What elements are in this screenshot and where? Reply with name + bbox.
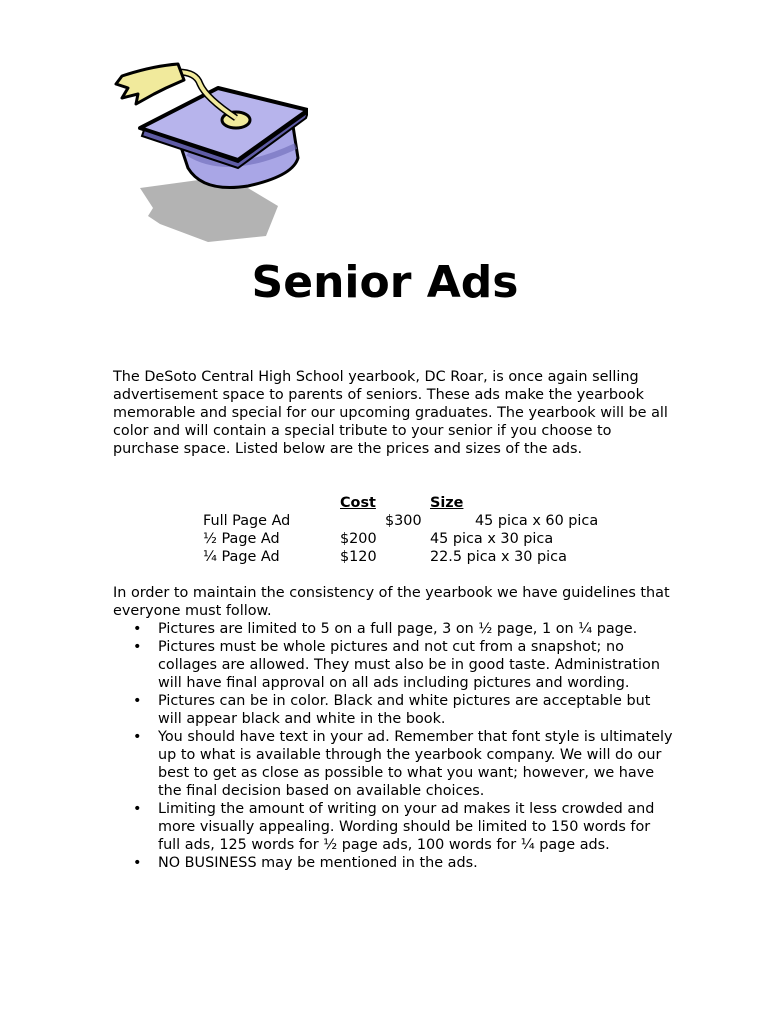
ad-cost: $300 (385, 513, 422, 529)
guideline-item (133, 620, 673, 638)
price-table (203, 494, 653, 566)
ad-size: 45 pica x 60 pica (475, 513, 599, 529)
guideline-item (133, 638, 673, 692)
ad-type: Full Page Ad (203, 513, 291, 529)
bullet-icon: • (133, 621, 142, 637)
price-row (203, 530, 653, 548)
price-row (203, 548, 653, 566)
bullet-icon: • (133, 639, 142, 655)
ad-size: 45 pica x 30 pica (430, 531, 554, 547)
guideline-item (133, 854, 673, 872)
guideline-text: Pictures must be whole pictures and not cut from a snapshot; no collages are allowed. They must also be in good taste. Administration will have final approval on all ads including pictures and wording. (158, 639, 660, 691)
guidelines-intro: In order to maintain the consistency of the yearbook we have guidelines that everyone must follow. (113, 585, 670, 619)
guideline-item (133, 728, 673, 800)
ad-cost: $200 (340, 531, 377, 547)
cost-header: Cost (340, 495, 376, 511)
guideline-text: NO BUSINESS may be mentioned in the ads. (158, 855, 478, 871)
ad-type: ¼ Page Ad (203, 549, 280, 565)
intro-paragraph: The DeSoto Central High School yearbook, DC Roar, is once again selling advertisement space to parents of seniors. These ads make the yearbook memorable and special for our upcoming graduates. The yearbook will be all color and will contain a special tribute to your senior if you choose to purchase space. Listed below are the prices and sizes of the ads. (113, 369, 668, 457)
guidelines-section (113, 584, 673, 872)
ad-type: ½ Page Ad (203, 531, 280, 547)
guideline-text: Pictures are limited to 5 on a full page, 3 on ½ page, 1 on ¼ page. (158, 621, 638, 637)
graduation-cap-icon (108, 58, 308, 243)
guideline-text: You should have text in your ad. Remember that font style is ultimately up to what is available through the yearbook company. We will do our best to get as close as possible to what you want; however, we have the final decision based on available choices. (158, 729, 673, 799)
bullet-icon: • (133, 693, 142, 709)
page-title: Senior Ads (251, 257, 519, 308)
bullet-icon: • (133, 801, 142, 817)
ad-size: 22.5 pica x 30 pica (430, 549, 567, 565)
price-row (203, 512, 653, 530)
ad-cost: $120 (340, 549, 377, 565)
size-header: Size (430, 495, 464, 511)
bullet-icon: • (133, 855, 142, 871)
price-table-header (203, 494, 653, 512)
guideline-text: Limiting the amount of writing on your ad makes it less crowded and more visually appealing. Wording should be limited to 150 words for full ads, 125 words for ½ page ads, 100 words for ¼ page ads. (158, 801, 655, 853)
guideline-item (133, 800, 673, 854)
guidelines-list (113, 620, 673, 872)
guideline-text: Pictures can be in color. Black and white pictures are acceptable but will appear black and white in the book. (158, 693, 651, 727)
bullet-icon: • (133, 729, 142, 745)
guideline-item (133, 692, 673, 728)
